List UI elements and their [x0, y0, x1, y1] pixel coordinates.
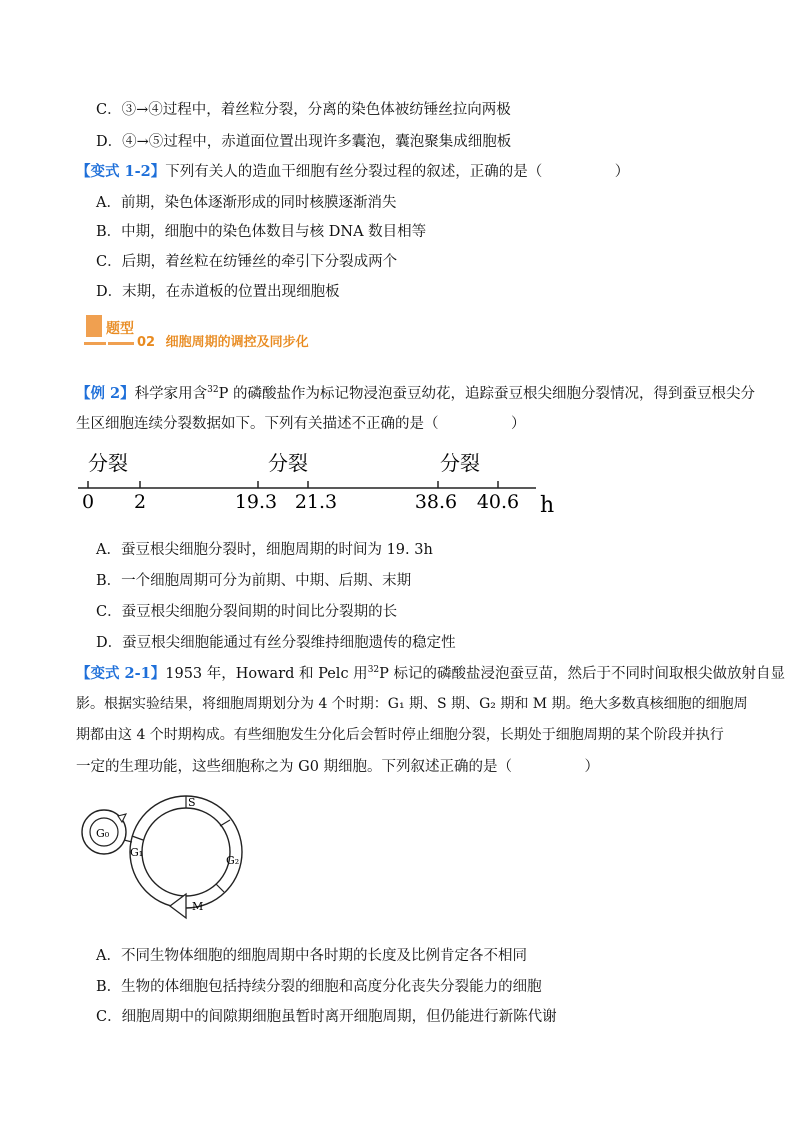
- option-c: C．蚕豆根尖细胞分裂间期的时间比分裂期的长: [96, 604, 398, 620]
- phase-divider: [220, 820, 230, 826]
- option-c: C．后期，着丝粒在纺锤丝的牵引下分裂成两个: [96, 254, 398, 270]
- option-c: C．③→④过程中，着丝粒分裂，分离的染色体被纺锤丝拉向两极: [96, 102, 511, 118]
- section-underline: [84, 342, 106, 345]
- question-tag: 【变式 1-2】: [76, 163, 166, 180]
- section-name: 细胞周期的调控及同步化: [165, 335, 309, 350]
- stem-pre: 1953 年，Howard 和 Pelc 用: [165, 666, 368, 682]
- option-b: B．中期，细胞中的染色体数目与核 DNA 数目相等: [96, 224, 427, 240]
- option-d: D．末期，在赤道板的位置出现细胞板: [96, 284, 340, 300]
- stem-pre: 科学家用含: [134, 386, 208, 402]
- section-underline: [108, 342, 134, 345]
- cycle-arrow: [170, 894, 186, 918]
- phase-label-g2: G₂: [226, 854, 240, 867]
- cycle-outer-ring: [130, 796, 242, 908]
- option-c: C．细胞周期中的间隙期细胞虽暂时离开细胞周期，但仍能进行新陈代谢: [96, 1009, 557, 1025]
- option-b: B．生物的体细胞包括持续分裂的细胞和高度分化丧失分裂能力的细胞: [96, 979, 542, 995]
- stem-line-3: 期都由这 4 个时期构成。有些细胞发生分化后会暂时停止细胞分裂，长期处于细胞周期的某个阶段并执行: [76, 727, 724, 743]
- split-label: 分裂: [268, 451, 308, 475]
- timeline-diagram: [70, 448, 560, 520]
- phase-label-m: M: [192, 900, 204, 913]
- tick-label: 19.3: [234, 491, 278, 513]
- option-d: D．蚕豆根尖细胞能通过有丝分裂维持细胞遗传的稳定性: [96, 635, 456, 651]
- question-tag: 【例 2】: [76, 385, 135, 402]
- tick-label: 0: [81, 491, 95, 513]
- option-a: A．蚕豆根尖细胞分裂时，细胞周期的时间为 19. 3h: [96, 542, 433, 558]
- section-number: 02: [137, 335, 156, 350]
- question-stem: 下列有关人的造血干细胞有丝分裂过程的叙述，正确的是（ ）: [165, 164, 630, 180]
- unit-label: h: [540, 493, 555, 518]
- tick-label: 38.6: [414, 491, 458, 513]
- option-a: A．前期，染色体逐渐形成的同时核膜逐渐消失: [96, 195, 397, 211]
- question-variant-1-2: [76, 160, 629, 181]
- section-marker: [86, 315, 102, 337]
- option-b: B．一个细胞周期可分为前期、中期、后期、末期: [96, 573, 412, 589]
- cycle-inner-ring: [142, 808, 230, 896]
- stem-line-2: 生区细胞连续分裂数据如下。下列有关描述不正确的是（ ）: [76, 416, 526, 432]
- superscript: 32: [367, 665, 380, 676]
- question-variant-2-1: [76, 662, 785, 683]
- tick-label: 2: [133, 491, 147, 513]
- stem-line-2: 影。根据实验结果，将细胞周期划分为 4 个时期：G₁ 期、S 期、G₂ 期和 M 期。绝大多数真核细胞的细胞周: [76, 696, 748, 712]
- option-a: A．不同生物体细胞的细胞周期中各时期的长度及比例肯定各不相同: [96, 948, 527, 964]
- section-title: [137, 331, 309, 350]
- tick-label: 21.3: [294, 491, 338, 513]
- stem-post: P 的磷酸盐作为标记物浸泡蚕豆幼花，追踪蚕豆根尖细胞分裂情况，得到蚕豆根尖分: [218, 386, 755, 402]
- superscript: 32: [207, 385, 219, 396]
- phase-divider: [132, 836, 143, 840]
- phase-label-s: S: [188, 796, 196, 809]
- cell-cycle-diagram: [74, 792, 254, 922]
- split-label: 分裂: [440, 451, 480, 475]
- tick-label: 40.6: [476, 491, 520, 513]
- phase-label-g0: G₀: [96, 827, 110, 840]
- section-label: 题型: [106, 321, 134, 337]
- question-example-2: [76, 382, 755, 403]
- g0-arrow: [118, 814, 126, 822]
- option-d: D．④→⑤过程中，赤道面位置出现许多囊泡，囊泡聚集成细胞板: [96, 134, 512, 150]
- stem-post: P 标记的磷酸盐浸泡蚕豆苗，然后于不同时间取根尖做放射自显: [379, 666, 786, 682]
- question-tag: 【变式 2-1】: [76, 665, 166, 682]
- stem-line-4: 一定的生理功能，这些细胞称之为 G0 期细胞。下列叙述正确的是（ ）: [76, 759, 600, 775]
- phase-divider: [216, 884, 224, 892]
- phase-label-g1: G₁: [130, 846, 144, 859]
- split-label: 分裂: [88, 451, 128, 475]
